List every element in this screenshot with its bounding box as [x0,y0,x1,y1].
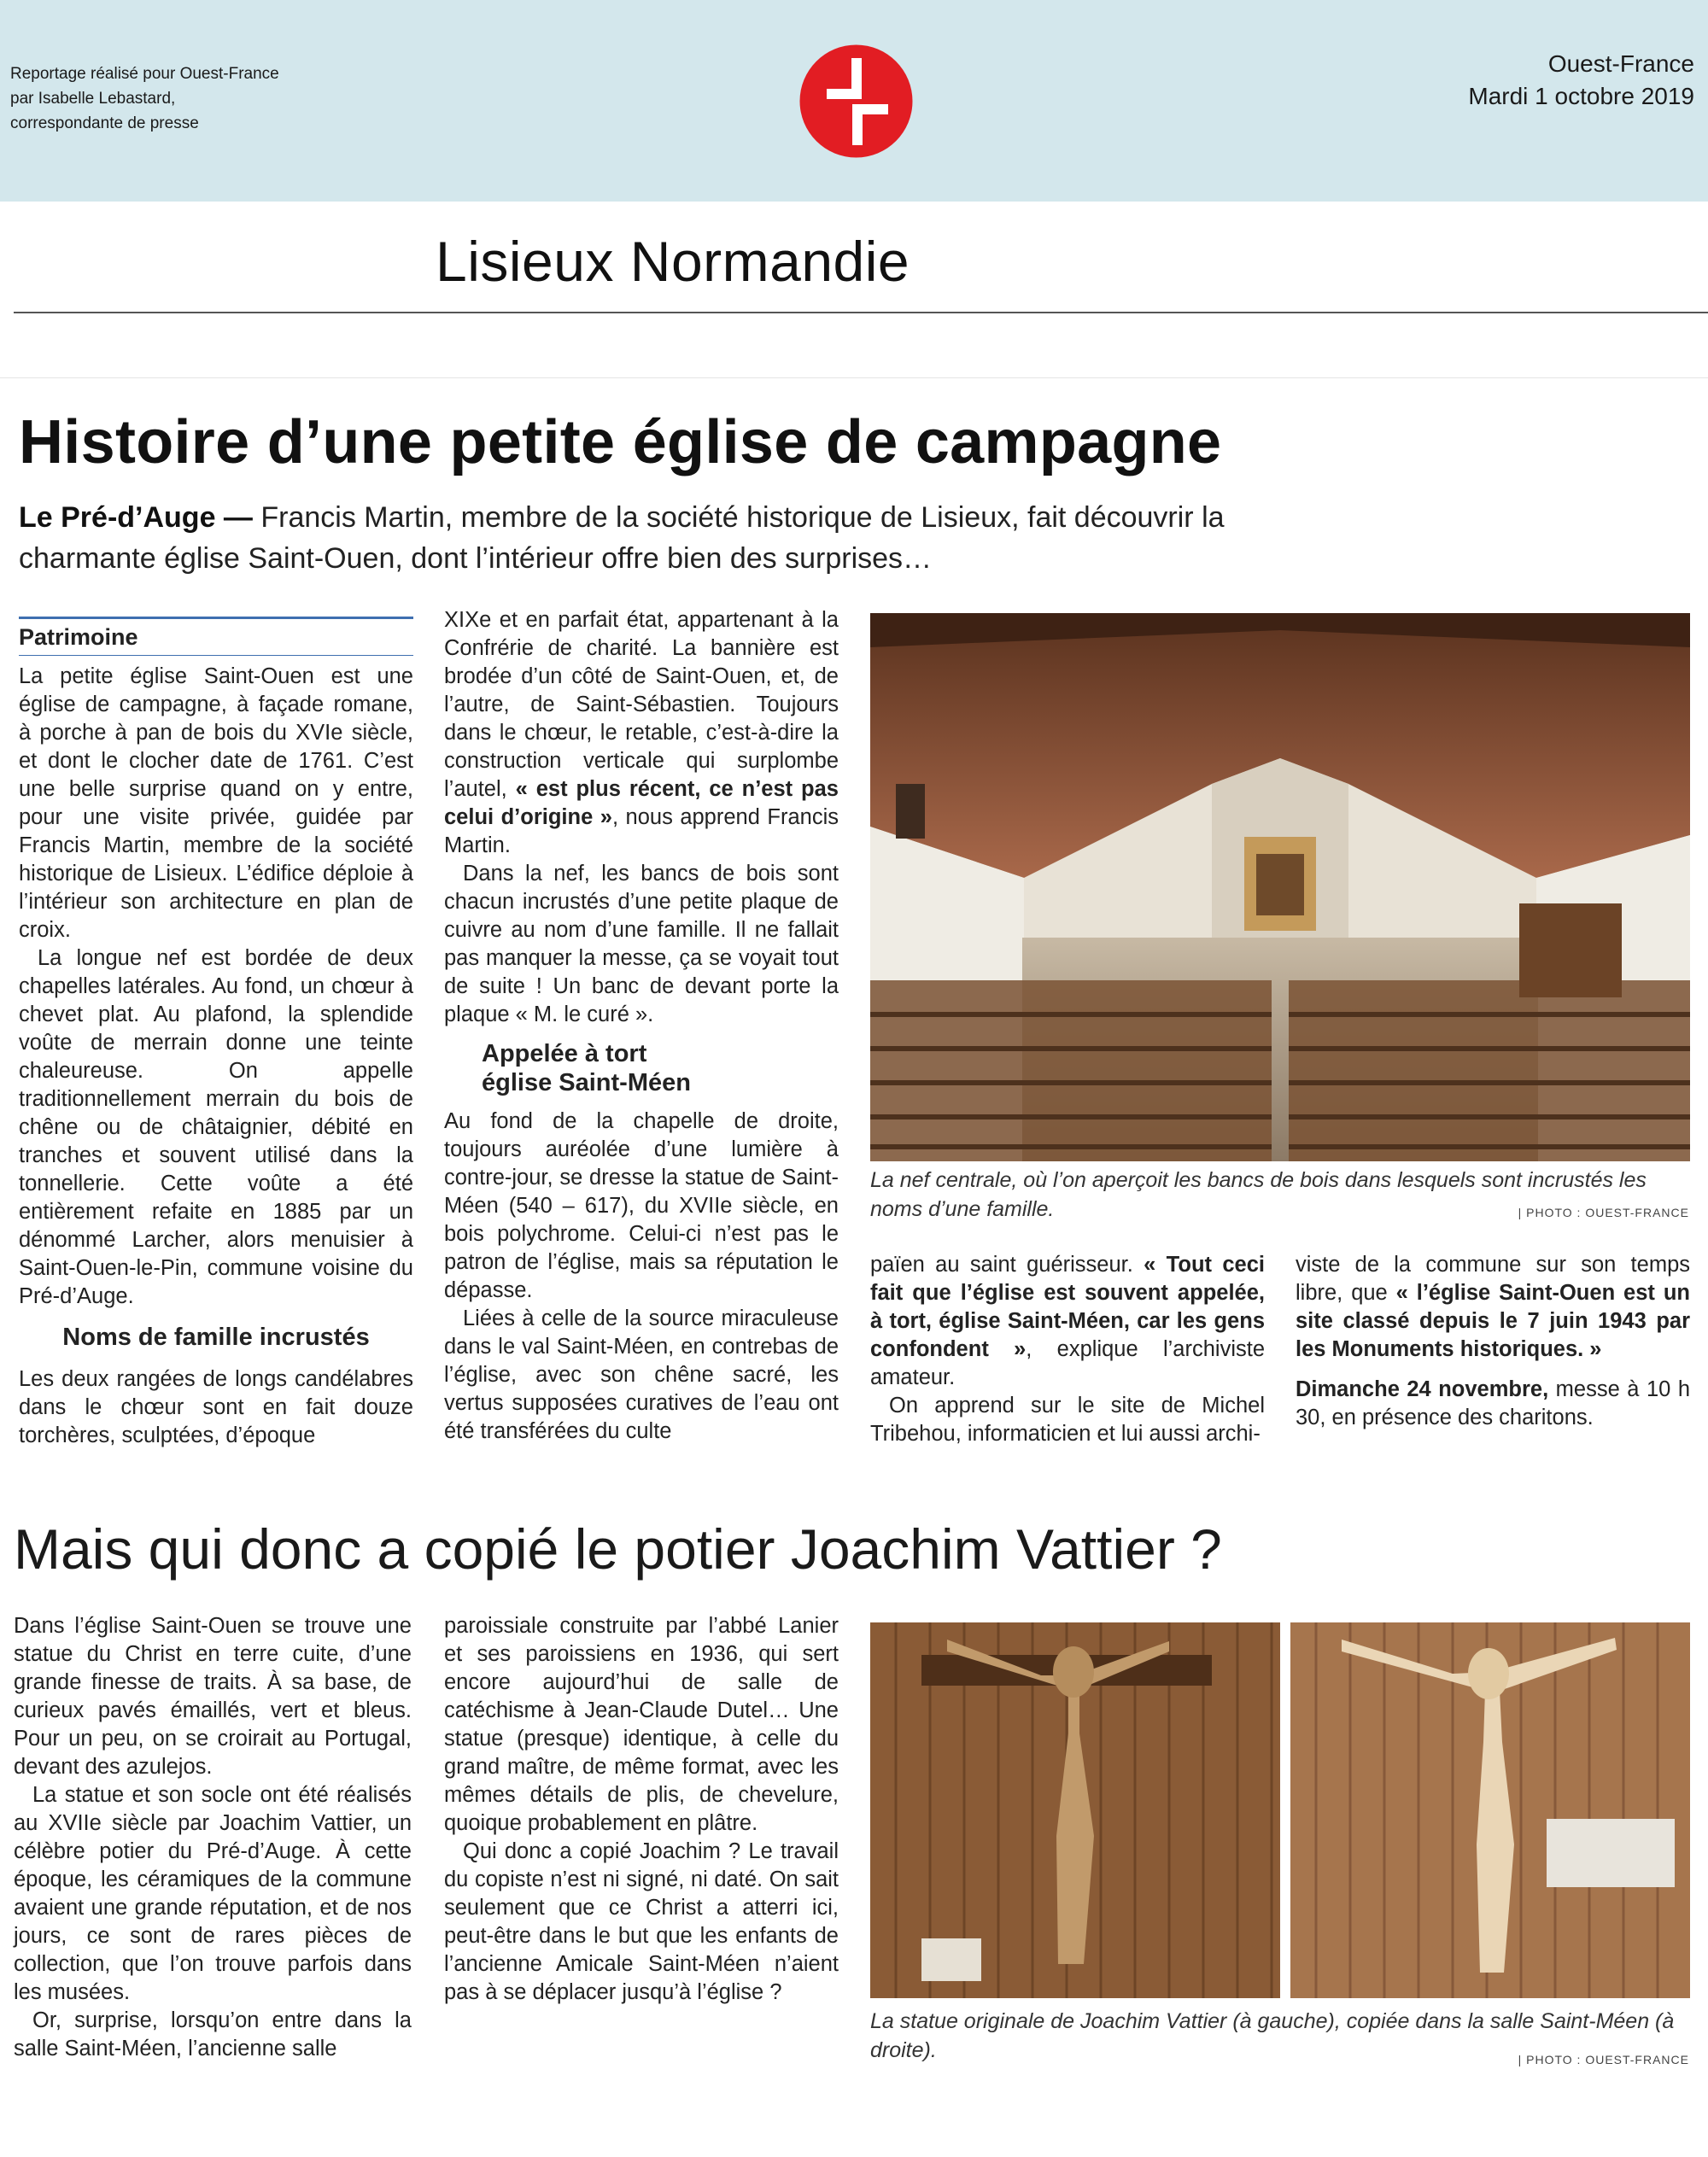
section-rule [14,312,1708,313]
publication-date: Mardi 1 octobre 2019 [1468,83,1694,109]
credit-line: Reportage réalisé pour Ouest-France [10,65,279,83]
subheading [482,1039,839,1097]
crucifix-image [870,1622,1280,1998]
kicker: Patrimoine [19,617,413,651]
subheading-line: église Saint-Méen [482,1069,691,1096]
paragraph: La statue et son socle ont été réalisés au XVIIe siècle par Joachim Vattier, un célèbre potier du Pré-d’Auge. À cette époque, les céramiques de la commune avaient une grande réputation, et de nos jours, ce sont de rares pièces de collection, que l’on trouve parfois dans les musées. [14,1783,412,2004]
paragraph: Les deux rangées de longs candélabres dans le chœur sont en fait douze torchères, sculptées, d’époque [19,1367,413,1447]
quote: « est plus récent, ce n’est pas celui d’origine » [444,777,839,829]
paragraph [870,1251,1265,1392]
photo-caption: La nef centrale, où l’on aperçoit les bancs de bois dans lesquels sont incrustés les noms d’une famille. [870,1168,1647,1221]
credit-line: par Isabelle Lebastard, [10,90,176,108]
text-run: païen au saint guérisseur. [870,1253,1144,1277]
quote: « Tout ceci fait que l’église est souvent appelée, à tort, église Saint-Méen, car les gens confondent » [870,1253,1265,1361]
paragraph: Or, surprise, lorsqu’on entre dans la salle Saint-Méen, l’ancienne salle [14,2008,412,2061]
article2-column-1 [14,1612,412,2063]
reporter-credit [10,61,369,136]
publication-info [1336,48,1694,113]
church-nave-photo [870,613,1690,1161]
section-title: Lisieux Normandie [436,230,910,293]
text-run: , explique l’archiviste amateur. [870,1337,1266,1389]
paragraph: Au fond de la chapelle de droite, toujours auréolée d’une lumière à contre-jour, se dresse la statue de Saint-Méen (540 – 617), du XVIIe siècle, en bois polychrome. Celui-ci n’est pas le patron de l’église, mais sa réputation le dépasse. [444,1109,839,1302]
subheading: Noms de famille incrustés [62,1324,370,1351]
publication-name: Ouest-France [1547,50,1694,77]
paragraph: Liées à celle de la source miraculeuse dans le val Saint-Méen, en contrebas de l’église, avec son chêne sacré, les vertus supposées curatives de l’eau ont été transférées du culte [444,1306,839,1443]
lede-place: Le Pré-d’Auge — [19,501,253,534]
paragraph: paroissiale construite par l’abbé Lanier et ses paroissiens en 1936, qui sert encore aujourd’hui de salle de catéchisme à Jean-Claude Dutel… Une statue (presque) identique, à celle du grand maître, de même format, avec les mêmes détails de plis, de chevelure, quoique probablement en plâtre. [444,1614,839,1835]
paragraph: Dans la nef, les bancs de bois sont chacun incrustés d’une petite plaque de cuivre au nom d’une famille. Il ne fallait pas manquer la messe, ça se voyait tout de suite ! Un banc de devant porte la plaque « M. le curé ». [444,862,839,1026]
article1-column-4 [1296,1251,1690,1432]
kicker-rule [19,655,413,656]
article1-column-1 [19,663,413,1450]
photo-credit: | PHOTO : OUEST-FRANCE [1518,1206,1689,1219]
credit-line: correspondante de presse [10,114,199,132]
paragraph: Qui donc a copié Joachim ? Le travail du copiste n’est ni signé, ni daté. On sait seulement que ce Christ a atterri ici, peut-être dans le but que les enfants de l’ancienne Amicale Saint-Méen n’aient pas à se déplacer jusqu’à l’église ? [444,1839,839,2004]
divider [0,377,1708,378]
article1-column-2 [444,606,839,1446]
photo-caption: La statue originale de Joachim Vattier (à gauche), copiée dans la salle Saint-Méen (à droite). [870,2009,1675,2062]
article2-headline: Mais qui donc a copié le potier Joachim Vattier ? [14,1517,1222,1581]
crucifix-copy-image [1290,1622,1690,1998]
paragraph [1296,1376,1690,1432]
text-run: messe à 10 h 30, en présence des charitons. [1296,1377,1690,1429]
paragraph: Dans l’église Saint-Ouen se trouve une statue du Christ en terre cuite, d’une grande finesse de traits. À sa base, de curieux pavés émaillés, vert et bleus. Pour un peu, on se croirait au Portugal, devant des azulejos. [14,1614,412,1779]
paragraph: La petite église Saint-Ouen est une église de campagne, à façade romane, à porche à pan de bois du XVIe siècle, et dont le clocher date de 1761. C’est une belle surprise quand on y entre, pour une visite privée, guidée par Francis Martin, membre de la société historique de Lisieux. L’édifice déploie à l’intérieur son architecture en plan de croix. [19,664,413,942]
original-statue-photo [870,1622,1280,1998]
text-run: , nous apprend Francis Martin. [444,805,839,857]
event-date: Dimanche 24 novembre, [1296,1377,1549,1401]
article-headline: Histoire d’une petite église de campagne [19,408,1222,476]
paragraph [1296,1251,1690,1364]
subheading-line: Appelée à tort [482,1040,647,1067]
article-lede [19,497,1368,579]
article1-column-3 [870,1251,1265,1448]
article2-column-2 [444,1612,839,2007]
text-run: viste de la commune sur son temps libre, que [1296,1253,1690,1305]
photo-credit: | PHOTO : OUEST-FRANCE [1518,2053,1689,2066]
church-nave-image [870,613,1690,1161]
paragraph [444,606,839,860]
copy-statue-photo [1290,1622,1690,1998]
text-run: XIXe et en parfait état, appartenant à la Confrérie de charité. La bannière est brodée d’un côté de Saint-Ouen, et, de l’autre, de Saint-Sébastien. Toujours dans le chœur, le retable, c’est-à-dire la construction verticale qui surplombe l’autel, [444,608,839,801]
lede-text: Francis Martin, membre de la société historique de Lisieux, fait découvrir la charmante église Saint-Ouen, dont l’intérieur offre bien des surprises… [19,501,1225,575]
paragraph: On apprend sur le site de Michel Tribehou, informaticien et lui aussi archi- [870,1394,1265,1446]
quote: « l’église Saint-Ouen est un site classé depuis le 7 juin 1943 par les Monuments historiques. » [1296,1281,1690,1361]
paragraph: La longue nef est bordée de deux chapelles latérales. Au fond, un chœur à chevet plat. Au plafond, la splendide voûte de merrain donne une teinte chaleureuse. On appelle traditionnellement merrain du bois de chêne ou de châtaignier, débité en tranches et souvent utilisé dans la tonnellerie. Cette voûte a été entièrement refaite en 1885 par un dénommé Larcher, alors menuisier à Saint-Ouen-le-Pin, commune voisine du Pré-d’Auge. [19,946,413,1308]
ouest-france-logo-icon [799,44,913,158]
